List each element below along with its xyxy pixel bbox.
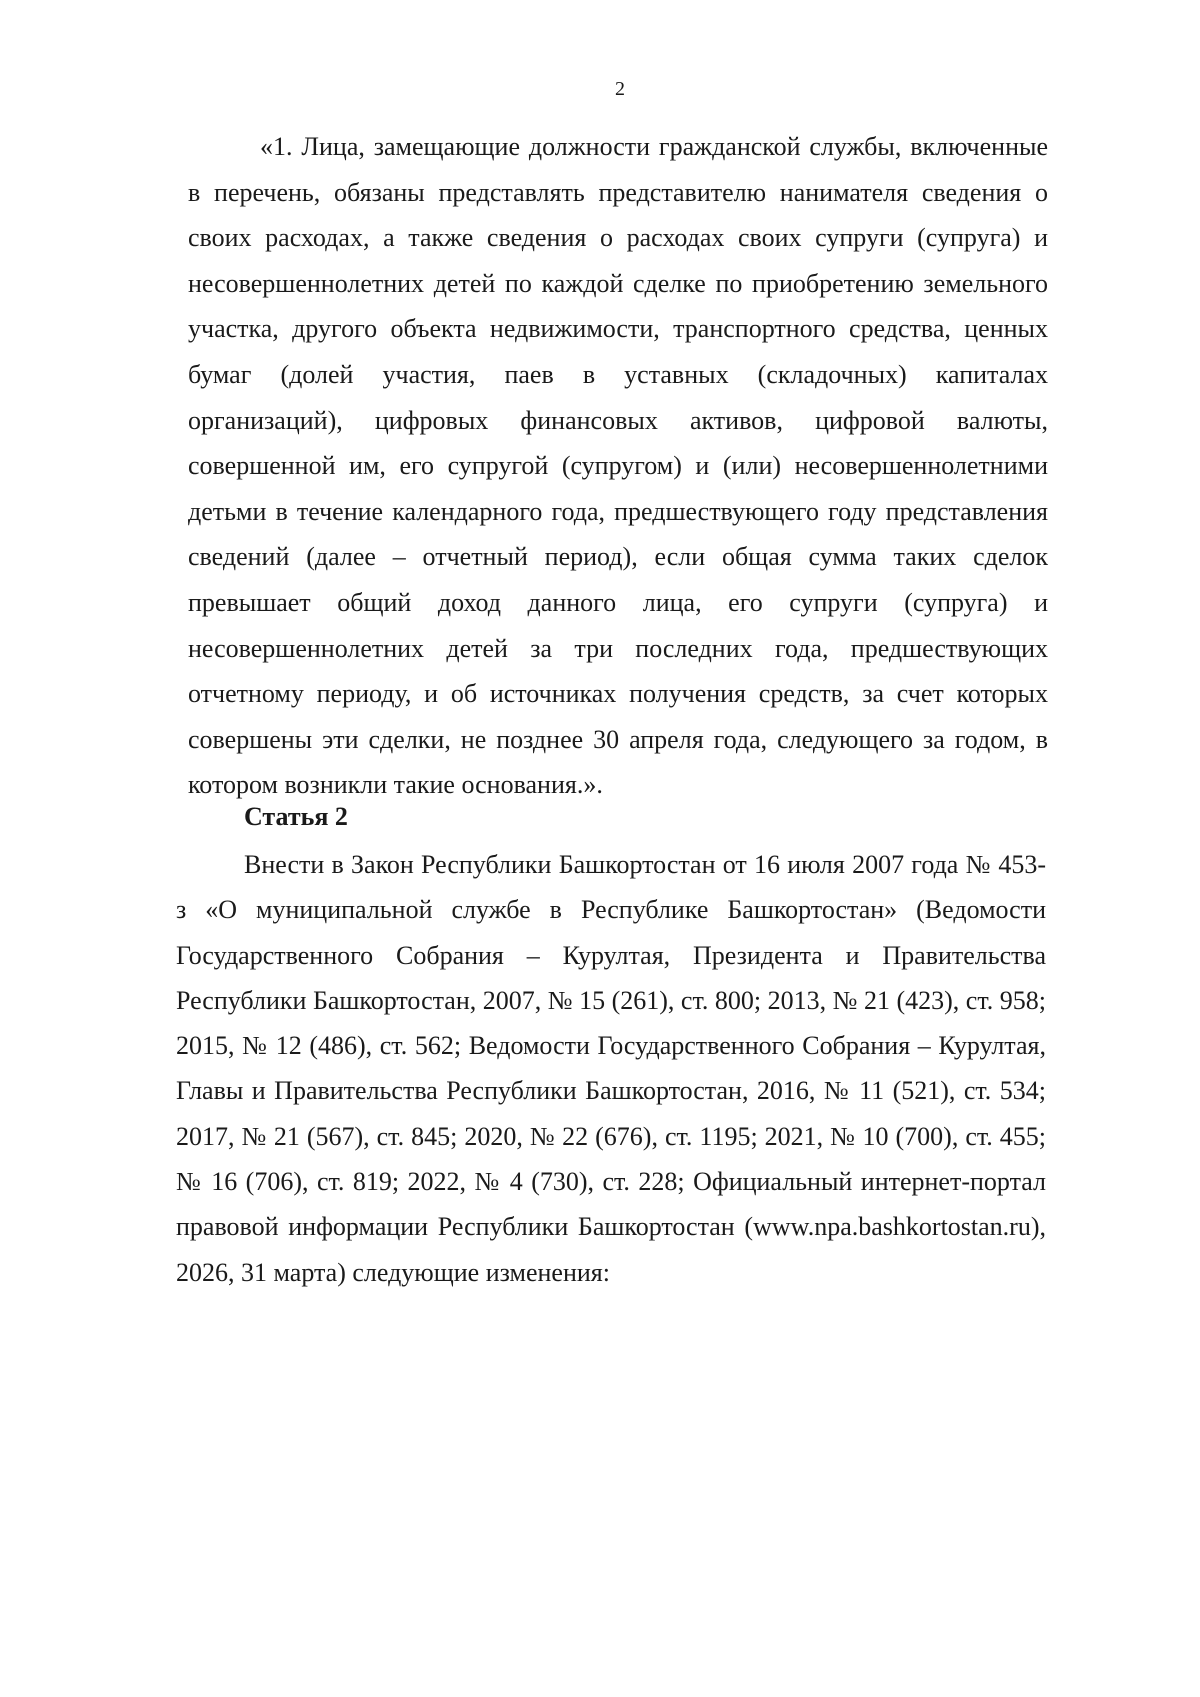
page-number: 2	[615, 78, 625, 100]
article-2-paragraph: Внести в Закон Республики Башкортостан от 16 июля 2007 года № 453-з «О муниципальной службе в Республике Башкортостан» (Ведомости Государственного Собрания – Курултая, Президента и Правительства Республики Башкортостан, 2007, № 15 (261), ст. 800; 2013, № 21 (423), ст. 958; 2015, № 12 (486), ст. 562; Ведомости Государственного Собрания – Курултая, Главы и Правительства Республики Башкортостан, 2016, № 11 (521), ст. 534; 2017, № 21 (567), ст. 845; 2020, № 22 (676), ст. 1195; 2021, № 10 (700), ст. 455; № 16 (706), ст. 819; 2022, № 4 (730), ст. 228; Официальный интернет-портал правовой информации Республики Башкортостан (www.npa.bashkortostan.ru), 2026, 31 марта) следующие изменения:	[176, 850, 1046, 1287]
quoted-paragraph-1: «1. Лица, замещающие должности гражданской службы, включенные в перечень, обязаны представлять представителю нанимателя сведения о своих расходах, а также сведения о расходах своих супруги (супруга) и несовершеннолетних детей по каждой сделке по приобретению земельного участка, другого объекта недвижимости, транспортного средства, ценных бумаг (долей участия, паев в уставных (складочных) капиталах организаций), цифровых финансовых активов, цифровой валюты, совершенной им, его супругой (супругом) и (или) несовершеннолетними детьми в течение календарного года, предшествующего году представления сведений (далее – отчетный период), если общая сумма таких сделок превышает общий доход данного лица, его супруги (супруга) и несовершеннолетних детей за три последних года, предшествующих отчетному периоду, и об источниках получения средств, за счет которых совершены эти сделки, не позднее 30 апреля года, следующего за годом, в котором возникли такие основания.».	[188, 132, 1048, 800]
article-heading: Статья 2	[244, 802, 348, 831]
